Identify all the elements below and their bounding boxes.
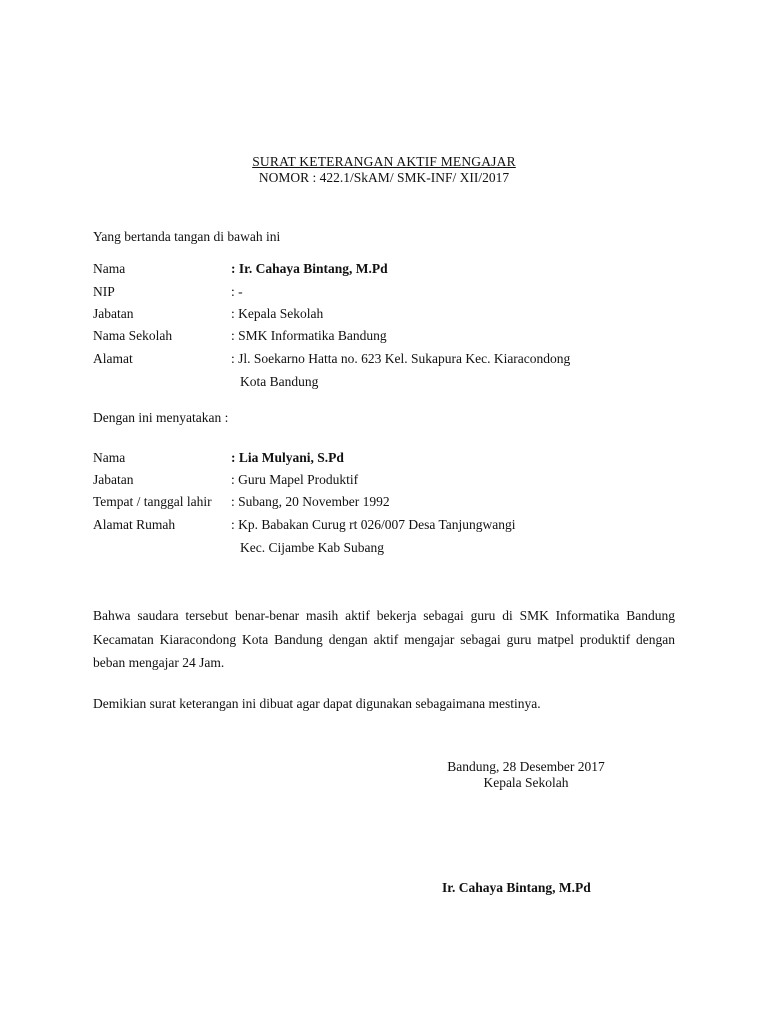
- signer-address-continued: Kota Bandung: [240, 374, 319, 389]
- signer-position-label: Jabatan: [93, 306, 134, 321]
- teacher-position-value: : Guru Mapel Produktif: [231, 472, 359, 487]
- teacher-birth-value: : Subang, 20 November 1992: [231, 494, 390, 509]
- signature-name: Ir. Cahaya Bintang, M.Pd: [442, 880, 591, 895]
- signer-position-value: : Kepala Sekolah: [231, 306, 324, 321]
- body-paragraph: Bahwa saudara tersebut benar-benar masih aktif bekerja sebagai guru di SMK Informatika Bandung Kecamatan Kiaracondong Kota Bandung dengan aktif mengajar sebagai guru matpel produktif dengan beban mengajar 24 Jam.: [93, 608, 675, 670]
- signature-block: [426, 759, 626, 791]
- document-number: NOMOR : 422.1/SkAM/ SMK-INF/ XII/2017: [258, 170, 510, 185]
- teacher-birth-label: Tempat / tanggal lahir: [93, 494, 212, 509]
- letter-header: [0, 154, 768, 186]
- signer-school-value: : SMK Informatika Bandung: [231, 328, 387, 343]
- teacher-address-value: : Kp. Babakan Curug rt 026/007 Desa Tanjungwangi: [231, 517, 516, 532]
- signer-nip-value: : -: [231, 284, 243, 299]
- closing-line: Demikian surat keterangan ini dibuat agar dapat digunakan sebagaimana mestinya.: [93, 696, 541, 711]
- signature-role: Kepala Sekolah: [483, 775, 569, 790]
- teacher-address-continued: Kec. Cijambe Kab Subang: [240, 540, 384, 555]
- statement-intro: Dengan ini menyatakan :: [93, 410, 229, 425]
- teacher-position-label: Jabatan: [93, 472, 134, 487]
- teacher-name-label: Nama: [93, 450, 126, 465]
- signer-name-label: Nama: [93, 261, 126, 276]
- document-title: SURAT KETERANGAN AKTIF MENGAJAR: [252, 154, 516, 169]
- signature-place-date: Bandung, 28 Desember 2017: [447, 759, 605, 774]
- signer-name-value: : Ir. Cahaya Bintang, M.Pd: [231, 261, 388, 276]
- signer-nip-label: NIP: [93, 284, 115, 299]
- teacher-name-value: : Lia Mulyani, S.Pd: [231, 450, 344, 465]
- signer-address-value: : Jl. Soekarno Hatta no. 623 Kel. Sukapura Kec. Kiaracondong: [231, 351, 571, 366]
- signer-address-label: Alamat: [93, 351, 133, 366]
- signer-school-label: Nama Sekolah: [93, 328, 173, 343]
- teacher-address-label: Alamat Rumah: [93, 517, 176, 532]
- opening-line: Yang bertanda tangan di bawah ini: [93, 229, 281, 244]
